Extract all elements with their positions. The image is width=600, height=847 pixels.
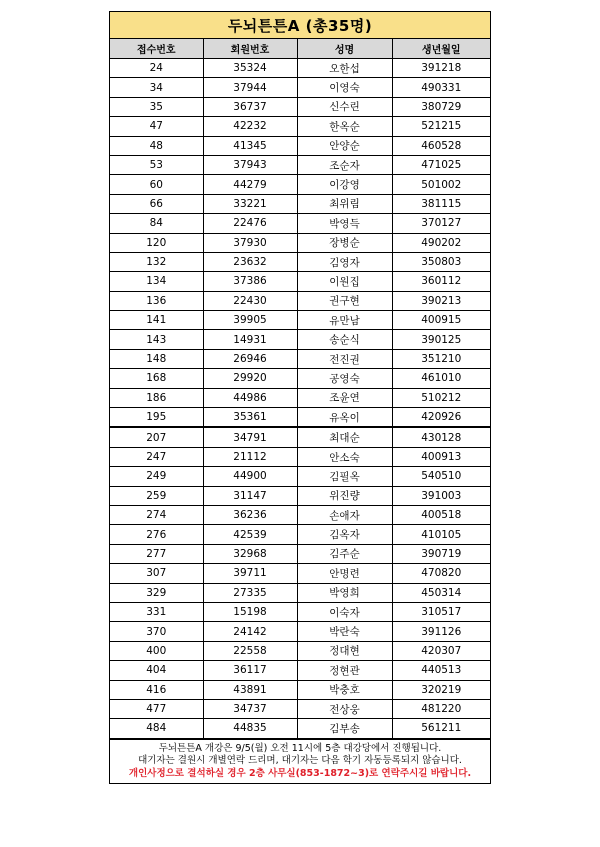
cell-reception-number: 259 <box>110 486 203 505</box>
cell-birthdate: 490331 <box>392 78 490 97</box>
table-row <box>110 583 490 602</box>
cell-birthdate: 380729 <box>392 97 490 116</box>
cell-name: 박영희 <box>297 583 392 602</box>
table-row <box>110 680 490 699</box>
cell-member-number: 37944 <box>203 78 297 97</box>
cell-member-number: 23632 <box>203 252 297 271</box>
cell-name: 이영숙 <box>297 78 392 97</box>
cell-reception-number: 134 <box>110 272 203 291</box>
cell-member-number: 34791 <box>203 427 297 447</box>
cell-member-number: 27335 <box>203 583 297 602</box>
cell-member-number: 43891 <box>203 680 297 699</box>
cell-reception-number: 416 <box>110 680 203 699</box>
cell-birthdate: 320219 <box>392 680 490 699</box>
cell-reception-number: 84 <box>110 214 203 233</box>
cell-birthdate: 420307 <box>392 641 490 660</box>
cell-name: 전상웅 <box>297 699 392 718</box>
cell-name: 공영숙 <box>297 369 392 388</box>
cell-birthdate: 481220 <box>392 699 490 718</box>
cell-reception-number: 132 <box>110 252 203 271</box>
cell-name: 한옥순 <box>297 117 392 136</box>
cell-birthdate: 510212 <box>392 388 490 407</box>
cell-name: 김부송 <box>297 719 392 738</box>
table-row <box>110 447 490 466</box>
cell-reception-number: 66 <box>110 194 203 213</box>
cell-member-number: 35324 <box>203 59 297 78</box>
table-row <box>110 349 490 368</box>
cell-reception-number: 141 <box>110 311 203 330</box>
cell-birthdate: 390125 <box>392 330 490 349</box>
cell-name: 이강영 <box>297 175 392 194</box>
header-birthdate: 생년월일 <box>392 39 490 59</box>
cell-member-number: 44986 <box>203 388 297 407</box>
cell-name: 오한섭 <box>297 59 392 78</box>
notice-line-3: 개인사정으로 결석하실 경우 2층 사무실(853-1872~3)로 연락주시길 바랍니다. <box>128 767 472 779</box>
cell-name: 이원집 <box>297 272 392 291</box>
table-row <box>110 544 490 563</box>
cell-reception-number: 168 <box>110 369 203 388</box>
cell-name: 김영자 <box>297 252 392 271</box>
table-row <box>110 155 490 174</box>
notice <box>110 739 490 784</box>
cell-name: 유옥이 <box>297 408 392 428</box>
table-row <box>110 467 490 486</box>
table-row <box>110 214 490 233</box>
cell-name: 김필옥 <box>297 467 392 486</box>
cell-reception-number: 120 <box>110 233 203 252</box>
cell-member-number: 39711 <box>203 564 297 583</box>
cell-name: 조윤연 <box>297 388 392 407</box>
cell-member-number: 44900 <box>203 467 297 486</box>
table-row <box>110 622 490 641</box>
cell-member-number: 26946 <box>203 349 297 368</box>
registration-sheet <box>109 11 491 784</box>
cell-birthdate: 461010 <box>392 369 490 388</box>
table-row <box>110 136 490 155</box>
cell-reception-number: 274 <box>110 505 203 524</box>
cell-birthdate: 501002 <box>392 175 490 194</box>
cell-birthdate: 360112 <box>392 272 490 291</box>
table-row <box>110 194 490 213</box>
cell-birthdate: 460528 <box>392 136 490 155</box>
cell-birthdate: 490202 <box>392 233 490 252</box>
cell-birthdate: 391126 <box>392 622 490 641</box>
cell-member-number: 44279 <box>203 175 297 194</box>
cell-reception-number: 249 <box>110 467 203 486</box>
cell-reception-number: 207 <box>110 427 203 447</box>
cell-birthdate: 400518 <box>392 505 490 524</box>
table-row <box>110 661 490 680</box>
cell-reception-number: 47 <box>110 117 203 136</box>
cell-reception-number: 331 <box>110 602 203 621</box>
table-body <box>110 59 490 739</box>
notice-line-2: 대기자는 결원시 개별연락 드리며, 대기자는 다음 학기 자동등록되지 않습니다. <box>138 755 462 767</box>
cell-name: 송순식 <box>297 330 392 349</box>
table-row <box>110 388 490 407</box>
cell-reception-number: 148 <box>110 349 203 368</box>
cell-member-number: 37943 <box>203 155 297 174</box>
cell-birthdate: 450314 <box>392 583 490 602</box>
cell-name: 유만남 <box>297 311 392 330</box>
cell-member-number: 37386 <box>203 272 297 291</box>
cell-reception-number: 24 <box>110 59 203 78</box>
notice-line-1: 두뇌튼튼A 개강은 9/5(월) 오전 11시에 5층 대강당에서 진행됩니다. <box>158 742 442 754</box>
table-row <box>110 78 490 97</box>
cell-reception-number: 247 <box>110 447 203 466</box>
cell-name: 장병순 <box>297 233 392 252</box>
table-row <box>110 233 490 252</box>
cell-name: 이숙자 <box>297 602 392 621</box>
cell-name: 박란숙 <box>297 622 392 641</box>
table-row <box>110 699 490 718</box>
page-title: 두뇌튼튼A (총35명) <box>110 12 490 39</box>
cell-birthdate: 370127 <box>392 214 490 233</box>
cell-name: 정현관 <box>297 661 392 680</box>
cell-birthdate: 391218 <box>392 59 490 78</box>
table-row <box>110 505 490 524</box>
cell-name: 신수린 <box>297 97 392 116</box>
table-row <box>110 719 490 738</box>
cell-reception-number: 276 <box>110 525 203 544</box>
table-row <box>110 311 490 330</box>
table-row <box>110 252 490 271</box>
header-name: 성명 <box>297 39 392 59</box>
cell-member-number: 42539 <box>203 525 297 544</box>
cell-reception-number: 53 <box>110 155 203 174</box>
cell-birthdate: 420926 <box>392 408 490 428</box>
cell-reception-number: 477 <box>110 699 203 718</box>
cell-reception-number: 370 <box>110 622 203 641</box>
cell-member-number: 36236 <box>203 505 297 524</box>
member-table <box>110 39 490 739</box>
table-row <box>110 408 490 428</box>
cell-member-number: 44835 <box>203 719 297 738</box>
cell-name: 최대순 <box>297 427 392 447</box>
cell-birthdate: 391003 <box>392 486 490 505</box>
cell-name: 위진량 <box>297 486 392 505</box>
cell-member-number: 15198 <box>203 602 297 621</box>
cell-birthdate: 470820 <box>392 564 490 583</box>
cell-reception-number: 60 <box>110 175 203 194</box>
cell-birthdate: 390719 <box>392 544 490 563</box>
table-row <box>110 59 490 78</box>
cell-name: 김옥자 <box>297 525 392 544</box>
table-row <box>110 486 490 505</box>
cell-reception-number: 48 <box>110 136 203 155</box>
cell-member-number: 42232 <box>203 117 297 136</box>
cell-name: 정대현 <box>297 641 392 660</box>
cell-reception-number: 307 <box>110 564 203 583</box>
cell-name: 안명련 <box>297 564 392 583</box>
table-row <box>110 291 490 310</box>
cell-member-number: 35361 <box>203 408 297 428</box>
cell-reception-number: 400 <box>110 641 203 660</box>
cell-member-number: 41345 <box>203 136 297 155</box>
cell-name: 권구현 <box>297 291 392 310</box>
cell-birthdate: 440513 <box>392 661 490 680</box>
table-row <box>110 525 490 544</box>
cell-member-number: 21112 <box>203 447 297 466</box>
cell-birthdate: 381115 <box>392 194 490 213</box>
cell-birthdate: 561211 <box>392 719 490 738</box>
cell-birthdate: 430128 <box>392 427 490 447</box>
table-row <box>110 602 490 621</box>
cell-birthdate: 351210 <box>392 349 490 368</box>
table-row <box>110 117 490 136</box>
table-row <box>110 97 490 116</box>
cell-reception-number: 195 <box>110 408 203 428</box>
cell-member-number: 36117 <box>203 661 297 680</box>
cell-member-number: 37930 <box>203 233 297 252</box>
cell-name: 박충호 <box>297 680 392 699</box>
cell-birthdate: 521215 <box>392 117 490 136</box>
cell-birthdate: 400913 <box>392 447 490 466</box>
table-row <box>110 641 490 660</box>
cell-name: 박영득 <box>297 214 392 233</box>
table-header-row <box>110 39 490 59</box>
cell-birthdate: 410105 <box>392 525 490 544</box>
table-row <box>110 427 490 447</box>
cell-birthdate: 471025 <box>392 155 490 174</box>
cell-name: 조순자 <box>297 155 392 174</box>
cell-name: 김주순 <box>297 544 392 563</box>
cell-reception-number: 136 <box>110 291 203 310</box>
cell-member-number: 33221 <box>203 194 297 213</box>
cell-member-number: 34737 <box>203 699 297 718</box>
cell-name: 최위림 <box>297 194 392 213</box>
cell-reception-number: 329 <box>110 583 203 602</box>
cell-member-number: 22430 <box>203 291 297 310</box>
header-member-number: 회원번호 <box>203 39 297 59</box>
cell-member-number: 36737 <box>203 97 297 116</box>
cell-birthdate: 350803 <box>392 252 490 271</box>
cell-reception-number: 277 <box>110 544 203 563</box>
cell-name: 전진권 <box>297 349 392 368</box>
table-row <box>110 272 490 291</box>
table-row <box>110 330 490 349</box>
cell-reception-number: 484 <box>110 719 203 738</box>
cell-name: 안소숙 <box>297 447 392 466</box>
cell-reception-number: 143 <box>110 330 203 349</box>
header-reception-number: 접수번호 <box>110 39 203 59</box>
cell-member-number: 31147 <box>203 486 297 505</box>
cell-birthdate: 540510 <box>392 467 490 486</box>
cell-member-number: 22558 <box>203 641 297 660</box>
cell-reception-number: 34 <box>110 78 203 97</box>
cell-birthdate: 400915 <box>392 311 490 330</box>
cell-member-number: 32968 <box>203 544 297 563</box>
cell-member-number: 29920 <box>203 369 297 388</box>
cell-reception-number: 35 <box>110 97 203 116</box>
cell-birthdate: 390213 <box>392 291 490 310</box>
cell-name: 안양순 <box>297 136 392 155</box>
cell-reception-number: 186 <box>110 388 203 407</box>
table-row <box>110 175 490 194</box>
cell-member-number: 22476 <box>203 214 297 233</box>
table-row <box>110 564 490 583</box>
cell-birthdate: 310517 <box>392 602 490 621</box>
cell-member-number: 14931 <box>203 330 297 349</box>
cell-member-number: 24142 <box>203 622 297 641</box>
cell-member-number: 39905 <box>203 311 297 330</box>
cell-reception-number: 404 <box>110 661 203 680</box>
cell-name: 손애자 <box>297 505 392 524</box>
table-row <box>110 369 490 388</box>
